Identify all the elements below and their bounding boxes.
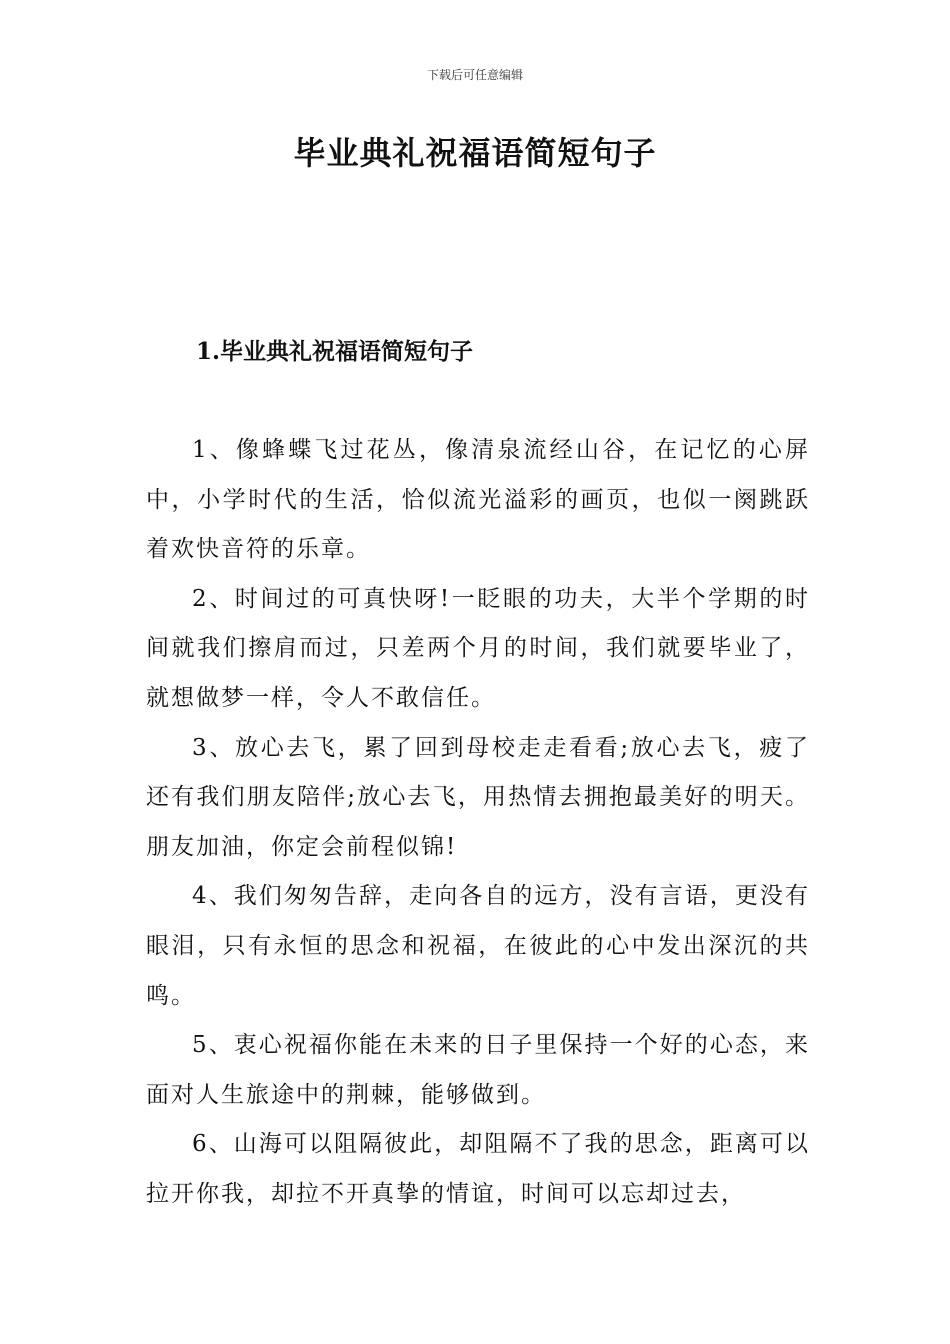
paragraph-4: 4、我们匆匆告辞，走向各自的远方，没有言语，更没有眼泪，只有永恒的思念和祝福，在彼此的心中发出深沉的共鸣。: [146, 883, 810, 1009]
header-note: 下载后可任意编辑: [426, 68, 523, 82]
document-title: 毕业典礼祝福语简短句子: [293, 134, 657, 172]
section-heading: 1.毕业典礼祝福语简短句子: [196, 338, 474, 365]
paragraph-5: 5、衷心祝福你能在未来的日子里保持一个好的心态，来面对人生旅途中的荆棘，能够做到。: [146, 1032, 810, 1108]
paragraph-3: 3、放心去飞，累了回到母校走走看看;放心去飞，疲了还有我们朋友陪伴;放心去飞，用热情去拥抱最美好的明天。朋友加油，你定会前程似锦!: [146, 734, 810, 860]
document-body: [146, 426, 810, 1220]
paragraph-1: 1、像蜂蝶飞过花丛，像清泉流经山谷，在记忆的心屏中，小学时代的生活，恰似流光溢彩的画页，也似一阕跳跃着欢快音符的乐章。: [146, 437, 810, 563]
paragraph-2: 2、时间过的可真快呀!一眨眼的功夫，大半个学期的时间就我们擦肩而过，只差两个月的时间，我们就要毕业了，就想做梦一样，令人不敢信任。: [146, 585, 810, 711]
paragraph-6: 6、山海可以阻隔彼此，却阻隔不了我的思念，距离可以拉开你我，却拉不开真挚的情谊，时间可以忘却过去，: [146, 1131, 810, 1207]
